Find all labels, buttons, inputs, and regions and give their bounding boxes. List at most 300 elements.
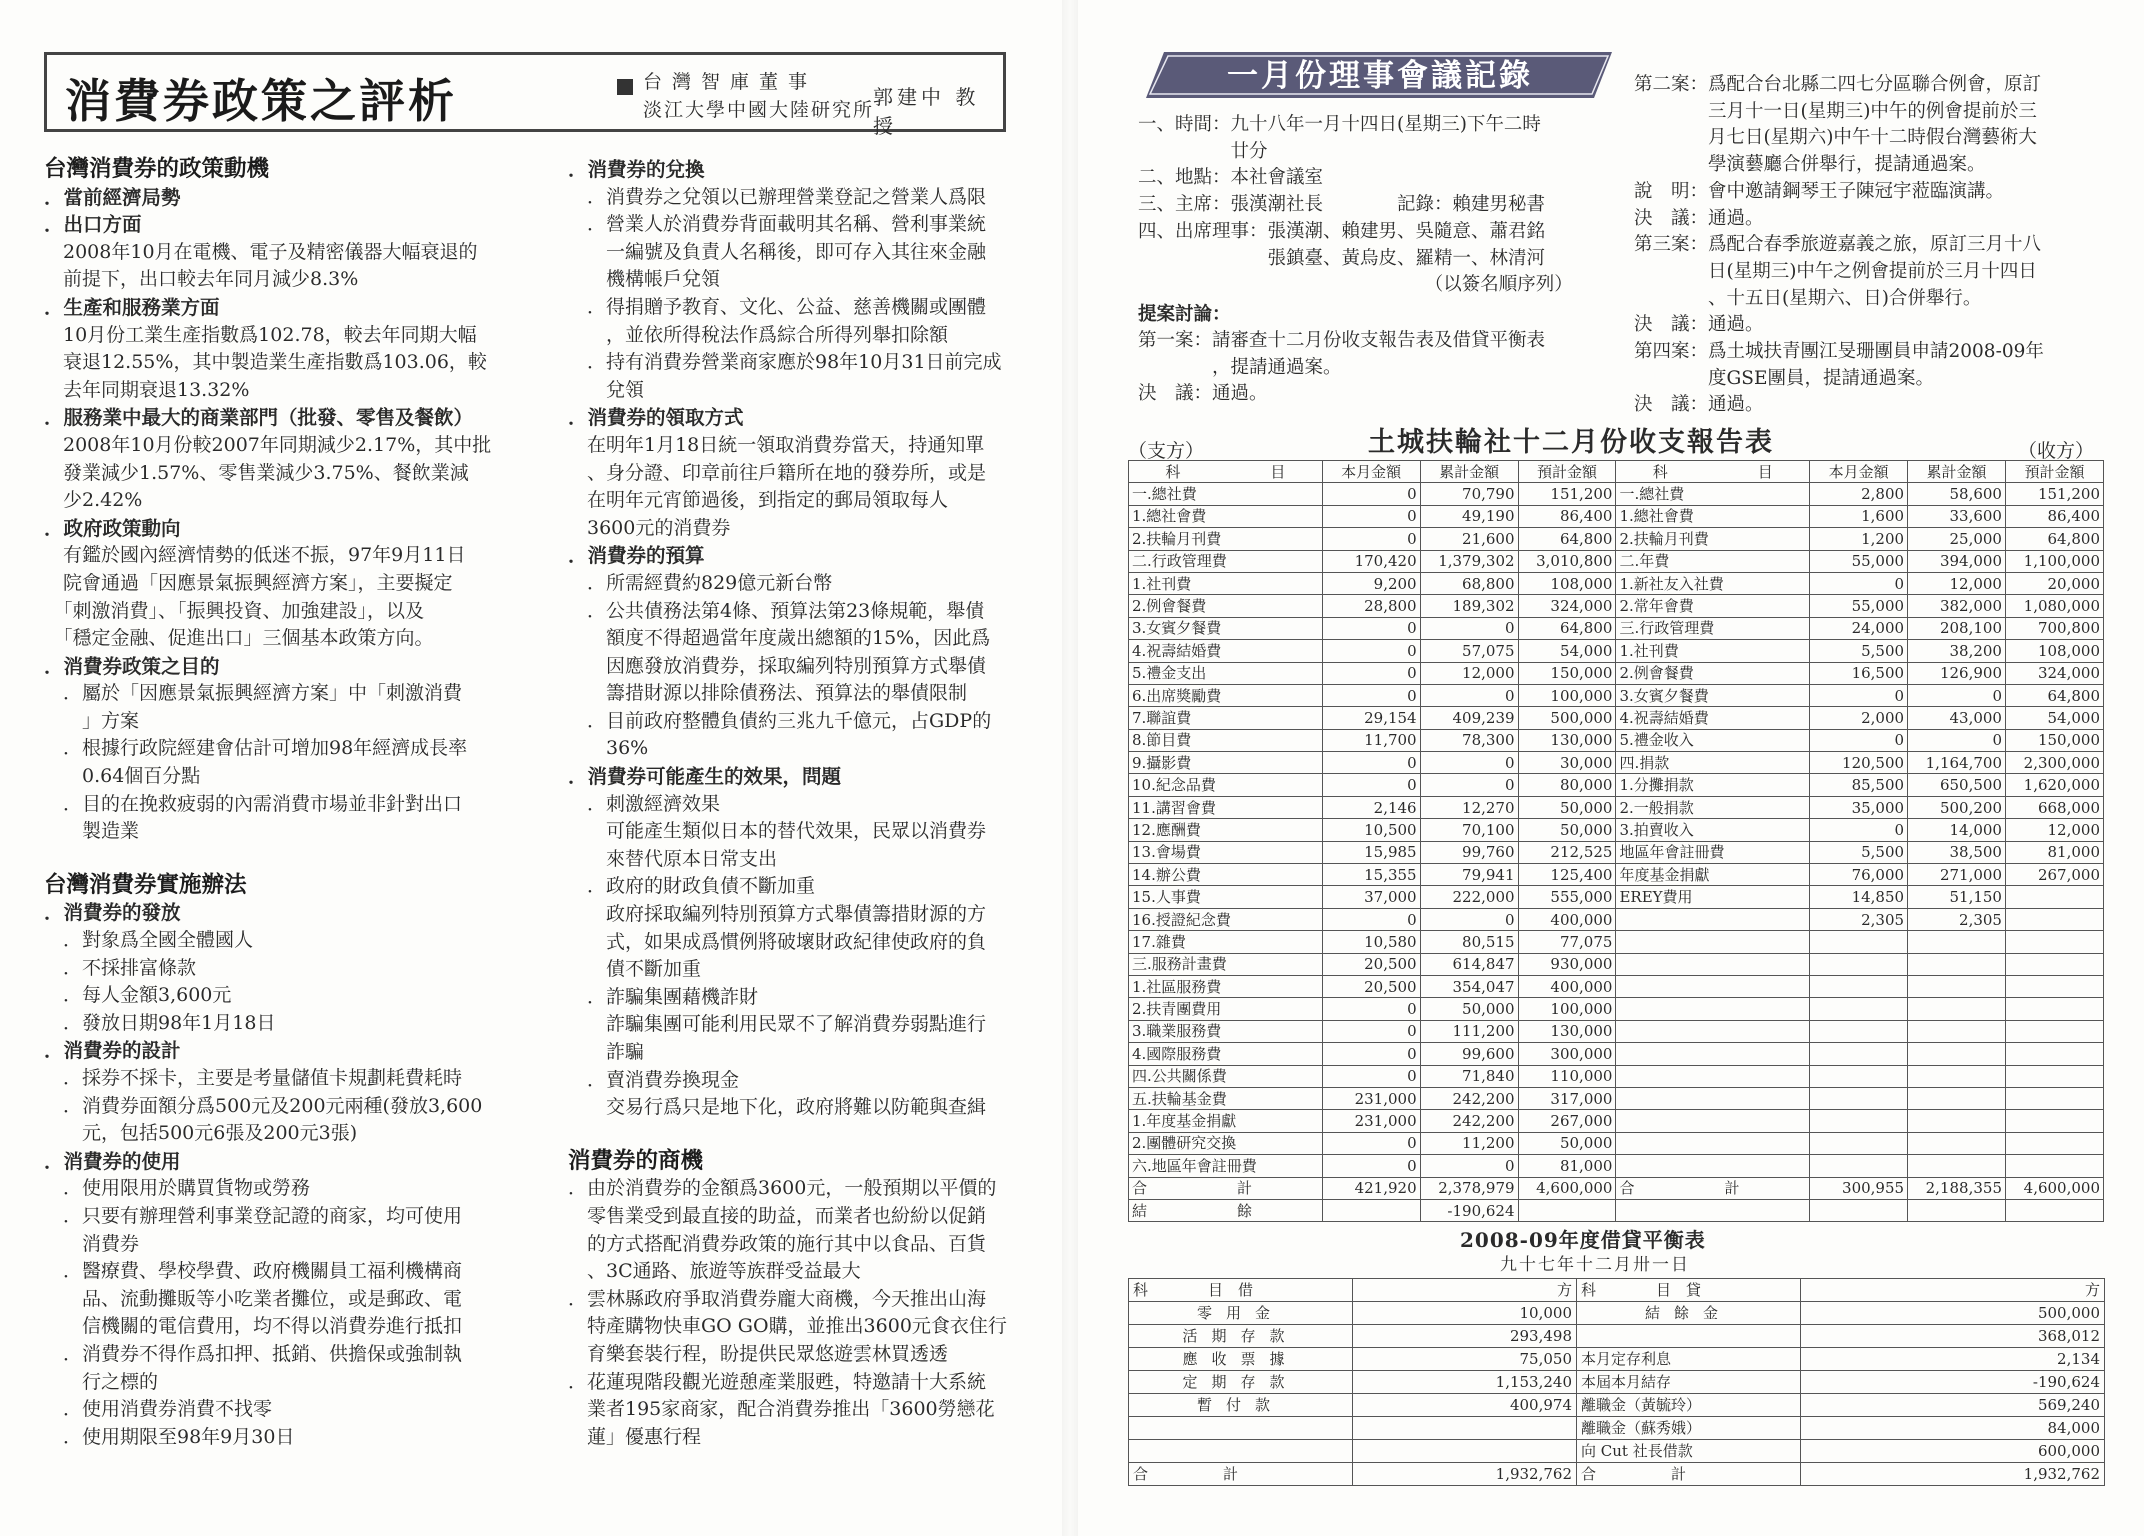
column-header: 預計金額: [1518, 461, 1616, 483]
table-cell: 614,847: [1420, 953, 1518, 975]
text-line: ．得捐贈予教育、文化、公益、慈善機關或團體: [568, 295, 987, 318]
table-cell: 51,150: [1908, 886, 2006, 908]
table-cell: 5.禮金支出: [1129, 662, 1323, 684]
table-cell: 555,000: [1518, 886, 1616, 908]
text-line: 零售業受到最直接的助益，而業者也紛紛以促銷: [568, 1204, 987, 1227]
text-line: ．雲林縣政府爭取消費券龐大商機，今天推出山海: [568, 1287, 987, 1310]
author-title-line1: 台灣智庫董事: [643, 71, 818, 93]
table-cell: 4.祝壽結婚費: [1129, 640, 1323, 662]
table-cell: 16,500: [1810, 662, 1908, 684]
column-header: 累計金額: [1420, 461, 1518, 483]
text-line: ．採券不採卡，主要是考量儲值卡規劃耗費耗時: [44, 1067, 463, 1089]
table-cell: [1616, 908, 1810, 930]
table-cell: 10,580: [1322, 931, 1420, 953]
table-cell: 421,920: [1322, 1177, 1420, 1199]
table-cell: [1616, 953, 1810, 975]
table-cell: 394,000: [1908, 550, 2006, 572]
table-cell: 300,955: [1810, 1177, 1908, 1199]
table-cell: 0: [1322, 752, 1420, 774]
table-cell: 五.扶輪基金費: [1129, 1087, 1323, 1109]
table-cell: 50,000: [1518, 819, 1616, 841]
subsection-heading: ．消費券的發放: [44, 901, 181, 925]
minutes-line: 月七日(星期六)中午十二時假台灣藝術大: [1634, 127, 2037, 149]
table-cell: 569,240: [1801, 1394, 2105, 1417]
table-cell: 400,974: [1353, 1394, 1577, 1417]
table-cell: EREY費用: [1616, 886, 1810, 908]
income-expense-table: [1128, 460, 2104, 1222]
table-cell: 64,800: [2005, 684, 2103, 706]
table-cell: 271,000: [1908, 864, 2006, 886]
table-cell: [1908, 1087, 2006, 1109]
table-cell: 三.行政管理費: [1616, 617, 1810, 639]
text-line: ．政府的財政負債不斷加重: [568, 875, 816, 898]
table-row: [1129, 1325, 2105, 1348]
table-cell: 地區年會註冊費: [1616, 841, 1810, 863]
table-cell: 1.新社友入社費: [1616, 572, 1810, 594]
text-line: 交易行爲只是地下化，政府將難以防範與查緝: [568, 1096, 987, 1119]
table-cell: 99,760: [1420, 841, 1518, 863]
minutes-line: 學演藝廳合併舉行，提請通過案。: [1634, 154, 1986, 176]
text-line: 籌措財源以排除債務法、預算法的舉債限制: [568, 682, 968, 705]
table-cell: 8.節目費: [1129, 729, 1323, 751]
page-fold: [1062, 0, 1078, 1536]
text-line: ．對象爲全國全體國人: [44, 929, 254, 952]
minutes-line: 一、時間：九十八年一月十四日(星期三)下午二時: [1138, 114, 1541, 135]
section-gap: [568, 1122, 1048, 1148]
table-row: [1129, 975, 2104, 997]
text-line: 少2.42%: [44, 489, 143, 512]
text-line: ．使用限用於購買貨物或勞務: [44, 1177, 311, 1200]
table-cell: [1908, 1155, 2006, 1177]
text-line: ．只要有辦理營利事業登記證的商家，均可使用: [44, 1204, 463, 1227]
table-cell: 2.扶青團費用: [1129, 998, 1323, 1020]
table-row: [1129, 662, 2104, 684]
text-line: 因應發放消費券，採取編列特別預算方式舉債: [568, 654, 987, 677]
table-cell: 9.攝影費: [1129, 752, 1323, 774]
section-heading: 台灣消費券實施辦法: [44, 871, 247, 898]
table-cell: 6.出席獎勵費: [1129, 684, 1323, 706]
table-row: [1129, 841, 2104, 863]
table-cell: [1810, 1132, 1908, 1154]
table-cell: 71,840: [1420, 1065, 1518, 1087]
table-row: [1129, 684, 2104, 706]
table-cell: 3.職業服務費: [1129, 1020, 1323, 1042]
table-cell: 500,000: [1801, 1302, 2105, 1325]
table-cell: 2,000: [1810, 707, 1908, 729]
subsection-heading: ．消費券的領取方式: [568, 406, 744, 430]
text-line: ．刺激經濟效果: [568, 792, 721, 815]
table-cell: 170,420: [1322, 550, 1420, 572]
table-cell: -190,624: [1801, 1371, 2105, 1394]
table-cell: 70,100: [1420, 819, 1518, 841]
table-cell: 120,500: [1810, 752, 1908, 774]
table-cell: 4.國際服務費: [1129, 1043, 1323, 1065]
table-cell: [1129, 1417, 1353, 1440]
table-cell: 結餘金: [1577, 1302, 1801, 1325]
table-cell: 17.雜費: [1129, 931, 1323, 953]
text-line: 前提下，出口較去年同月減少8.3%: [44, 268, 359, 291]
table-cell: [2005, 998, 2103, 1020]
table-cell: 三.服務計畫費: [1129, 953, 1323, 975]
table-cell: 合 計: [1616, 1177, 1810, 1199]
table-cell: 317,000: [1518, 1087, 1616, 1109]
table-cell: 0: [1420, 774, 1518, 796]
minutes-line: 日(星期三)中午之例會提前於三月十四日: [1634, 260, 2037, 282]
table-cell: [1129, 1440, 1353, 1463]
minutes-line: 決 議：通過。: [1634, 394, 1764, 416]
table-cell: 12,000: [2005, 819, 2103, 841]
table-cell: 50,000: [1420, 998, 1518, 1020]
table-cell: 0: [1322, 617, 1420, 639]
table-cell: [1616, 1065, 1810, 1087]
table-cell: 110,000: [1518, 1065, 1616, 1087]
table-cell: 30,000: [1518, 752, 1616, 774]
balance-title: 2008-09年度借貸平衡表: [1460, 1228, 1706, 1252]
table-cell: 3.女賓夕餐費: [1129, 617, 1323, 639]
table-cell: [2005, 1043, 2103, 1065]
table-cell: 1,080,000: [2005, 595, 2103, 617]
table-cell: 24,000: [1810, 617, 1908, 639]
table-cell: 15,985: [1322, 841, 1420, 863]
table-cell: 合 計: [1129, 1463, 1353, 1486]
table-cell: 一.總社費: [1129, 483, 1323, 505]
table-cell: [1908, 1020, 2006, 1042]
table-cell: 212,525: [1518, 841, 1616, 863]
table-cell: 50,000: [1518, 1132, 1616, 1154]
table-cell: 1.社刊費: [1129, 572, 1323, 594]
balance-date: 九十七年十二月卅一日: [1500, 1255, 1690, 1275]
table-cell: 本月定存利息: [1577, 1348, 1801, 1371]
table-cell: 1,932,762: [1353, 1463, 1577, 1486]
table-cell: 結 餘: [1129, 1199, 1323, 1221]
table-cell: [1616, 975, 1810, 997]
table-cell: [2005, 886, 2103, 908]
table-cell: [1810, 1020, 1908, 1042]
table-cell: 81,000: [1518, 1155, 1616, 1177]
table-cell: [1810, 1110, 1908, 1132]
table-cell: 126,900: [1908, 662, 2006, 684]
column-header: 方: [1801, 1279, 2105, 1302]
text-line: 蓮」優惠行程: [568, 1425, 702, 1448]
table-cell: [1616, 1155, 1810, 1177]
text-line: 元，包括500元6張及200元3張): [44, 1122, 358, 1145]
minutes-line: 度GSE團員，提請通過案。: [1634, 367, 1934, 389]
table-cell: 409,239: [1420, 707, 1518, 729]
table-cell: 150,000: [2005, 729, 2103, 751]
text-line: 「穩定金融、促進出口」三個基本政策方向。: [44, 627, 434, 650]
subsection-heading: ．當前經濟局勢: [44, 185, 181, 209]
table-cell: 111,200: [1420, 1020, 1518, 1042]
table-cell: 354,047: [1420, 975, 1518, 997]
table-cell: 3.女賓夕餐費: [1616, 684, 1810, 706]
table-cell: 500,000: [1518, 707, 1616, 729]
minutes-line: 第二案：爲配合台北縣二四七分區聯合例會，原訂: [1634, 74, 2042, 95]
table-cell: 四.公共關係費: [1129, 1065, 1323, 1087]
table-cell: 0: [1908, 684, 2006, 706]
text-line: 機構帳戶兌領: [568, 268, 721, 291]
table-cell: 0: [1420, 908, 1518, 930]
text-line: 在明年元宵節過後，到指定的郵局領取每人: [568, 489, 949, 512]
table-cell: [2005, 1155, 2103, 1177]
table-cell: 2.扶輪月刊費: [1616, 528, 1810, 550]
article-title: 消費券政策之評析: [65, 74, 457, 128]
table-cell: 0: [1322, 483, 1420, 505]
table-cell: 0: [1322, 1132, 1420, 1154]
table-cell: 12.應酬費: [1129, 819, 1323, 841]
text-line: 兌領: [568, 378, 645, 401]
table-cell: 38,500: [1908, 841, 2006, 863]
text-line: 來替代原本日常支出: [568, 847, 778, 870]
table-cell: 64,800: [1518, 617, 1616, 639]
table-row: [1129, 1371, 2105, 1394]
table-header-row: [1129, 461, 2104, 483]
table-cell: 13.會場費: [1129, 841, 1323, 863]
income-side-label: （收方）: [2018, 440, 2095, 462]
table-cell: 2.一般捐款: [1616, 796, 1810, 818]
table-cell: 151,200: [2005, 483, 2103, 505]
table-row: [1129, 908, 2104, 930]
report-title: 土城扶輪社十二月份收支報告表: [1368, 427, 1774, 458]
article-column-1: [44, 156, 524, 1451]
table-cell: 0: [1322, 528, 1420, 550]
text-line: 行之標的: [44, 1370, 159, 1393]
table-row: [1129, 1043, 2104, 1065]
text-line: 發業減少1.57%、零售業減少3.75%、餐飲業減: [44, 461, 469, 484]
table-cell: [2005, 908, 2103, 930]
text-line: ．醫療費、學校學費、政府機關員工福利機構商: [44, 1260, 463, 1283]
table-cell: [2005, 975, 2103, 997]
minutes-line: 第三案：爲配合春季旅遊嘉義之旅，原訂三月十八: [1634, 234, 2042, 256]
table-cell: 1.社刊費: [1616, 640, 1810, 662]
text-line: ．目前政府整體負債約三兆九千億元，占GDP的: [568, 709, 992, 732]
minutes-line: （以簽名順序列）: [1138, 274, 1573, 296]
table-cell: 0: [1420, 684, 1518, 706]
subsection-heading: ．消費券政策之目的: [44, 654, 220, 678]
table-cell: 2,800: [1810, 483, 1908, 505]
table-row: [1129, 1417, 2105, 1440]
table-row: [1129, 1132, 2104, 1154]
table-cell: [1810, 1087, 1908, 1109]
table-cell: 0: [1908, 729, 2006, 751]
table-cell: 5,500: [1810, 640, 1908, 662]
text-line: ．消費券面額分爲500元及200元兩種(發放3,600: [44, 1094, 483, 1117]
table-cell: 9,200: [1322, 572, 1420, 594]
text-line: 在明年1月18日統一領取消費券當天，持通知單: [568, 433, 985, 456]
table-cell: [1810, 1043, 1908, 1065]
minutes-proposals: [1634, 72, 2044, 419]
table-row: [1129, 1020, 2104, 1042]
table-cell: 231,000: [1322, 1110, 1420, 1132]
table-cell: 1,164,700: [1908, 752, 2006, 774]
text-line: ．公共債務法第4條、預算法第23條規範，舉債: [568, 599, 985, 622]
text-line: 2008年10月份較2007年同期減少2.17%，其中批: [44, 433, 492, 456]
table-cell: 2.團體研究交換: [1129, 1132, 1323, 1154]
text-line: ．使用消費券消費不找零: [44, 1398, 273, 1421]
text-line: 製造業: [44, 820, 140, 843]
column-header: 科 目: [1616, 461, 1810, 483]
table-row: [1129, 953, 2104, 975]
table-row: [1129, 1348, 2105, 1371]
table-cell: [1353, 1417, 1577, 1440]
balance-sheet-table: [1128, 1278, 2105, 1486]
table-cell: 20,500: [1322, 975, 1420, 997]
table-cell: 1,200: [1810, 528, 1908, 550]
table-cell: 0: [1322, 774, 1420, 796]
table-cell: 2,305: [1908, 908, 2006, 930]
table-cell: 1.總社會費: [1129, 505, 1323, 527]
table-cell: 12,000: [1420, 662, 1518, 684]
text-line: ．根據行政院經建會估計可增加98年經濟成長率: [44, 737, 468, 760]
table-cell: 2,378,979: [1420, 1177, 1518, 1199]
table-cell: 4,600,000: [1518, 1177, 1616, 1199]
table-row: [1129, 1065, 2104, 1087]
table-cell: 21,600: [1420, 528, 1518, 550]
table-cell: [1810, 975, 1908, 997]
table-cell: 14.辦公費: [1129, 864, 1323, 886]
table-cell: 37,000: [1322, 886, 1420, 908]
author-title-line2: 淡江大學中國大陸研究所: [643, 99, 875, 121]
table-row: [1129, 1087, 2104, 1109]
table-cell: 0: [1322, 998, 1420, 1020]
table-row: [1129, 572, 2104, 594]
table-cell: 400,000: [1518, 908, 1616, 930]
table-cell: 0: [1420, 617, 1518, 639]
text-line: 有鑑於國內經濟情勢的低迷不振，97年9月11日: [44, 544, 466, 567]
table-cell: [1616, 931, 1810, 953]
table-cell: 1.分攤捐款: [1616, 774, 1810, 796]
text-line: ．營業人於消費券背面載明其名稱、營利事業統: [568, 213, 987, 236]
table-cell: -190,624: [1420, 1199, 1518, 1221]
minutes-line: 廿分: [1138, 140, 1268, 162]
table-cell: 零用金: [1129, 1302, 1353, 1325]
table-cell: [1810, 1199, 1908, 1221]
minutes-line: 三月十一日(星期三)中午的例會提前於三: [1634, 100, 2037, 122]
text-line: 0.64個百分點: [44, 765, 201, 788]
table-cell: [1810, 931, 1908, 953]
table-cell: 2,188,355: [1908, 1177, 2006, 1199]
table-cell: 0: [1420, 752, 1518, 774]
minutes-line: ，提請通過案。: [1138, 356, 1342, 378]
table-row: [1129, 796, 2104, 818]
minutes-line: 決 議：通過。: [1634, 207, 1764, 229]
table-cell: 合 計: [1577, 1463, 1801, 1486]
table-cell: [1908, 1199, 2006, 1221]
text-line: 債不斷加重: [568, 958, 702, 981]
table-cell: 77,075: [1518, 931, 1616, 953]
text-line: 一編號及負責人名稱後，即可存入其往來金融: [568, 240, 987, 263]
table-cell: [2005, 931, 2103, 953]
text-line: ．詐騙集團藉機詐財: [568, 985, 759, 1008]
meeting-title-banner: [1146, 50, 1614, 100]
table-cell: 54,000: [1518, 640, 1616, 662]
table-row: [1129, 1302, 2105, 1325]
table-cell: [2005, 953, 2103, 975]
table-cell: 20,000: [2005, 572, 2103, 594]
expense-side-label: （支方）: [1128, 440, 1205, 462]
column-header: 預計金額: [2005, 461, 2103, 483]
table-cell: 400,000: [1518, 975, 1616, 997]
minutes-line: 決 議：通過。: [1138, 383, 1268, 405]
table-row: [1129, 1177, 2104, 1199]
table-row: [1129, 595, 2104, 617]
text-line: ．花蓮現階段觀光遊憩產業服甦，特邀請十大系統: [568, 1370, 987, 1393]
table-cell: 0: [1810, 684, 1908, 706]
right-page: [1088, 0, 2144, 1536]
table-row: [1129, 1155, 2104, 1177]
table-cell: 向 Cut 社長借款: [1577, 1440, 1801, 1463]
text-line: 信機關的電信費用，均不得以消費券進行抵扣: [44, 1315, 463, 1338]
table-cell: [1908, 975, 2006, 997]
column-header: 累計金額: [1908, 461, 2006, 483]
table-cell: 600,000: [1801, 1440, 2105, 1463]
table-cell: 64,800: [2005, 528, 2103, 550]
table-cell: 99,600: [1420, 1043, 1518, 1065]
table-cell: 2.常年會費: [1616, 595, 1810, 617]
text-line: ．消費券不得作爲扣押、抵銷、供擔保或強制執: [44, 1342, 463, 1365]
text-line: ．使用期限至98年9月30日: [44, 1425, 295, 1448]
minutes-line: 說 明：會中邀請鋼琴王子陳冠宇蒞臨演講。: [1634, 180, 2005, 202]
table-cell: 78,300: [1420, 729, 1518, 751]
table-cell: 16.授證紀念費: [1129, 908, 1323, 930]
table-row: [1129, 707, 2104, 729]
table-cell: 150,000: [1518, 662, 1616, 684]
table-cell: [1908, 931, 2006, 953]
table-row: [1129, 1463, 2105, 1486]
text-line: 特產購物快車GO GO購，並推出3600元食衣住行: [568, 1315, 1007, 1338]
table-row: [1129, 483, 2104, 505]
section-heading: 消費券的商機: [568, 1147, 704, 1174]
table-cell: 700,800: [2005, 617, 2103, 639]
table-cell: 0: [1322, 662, 1420, 684]
text-line: 詐騙集團可能利用民眾不了解消費券弱點進行: [568, 1013, 987, 1036]
table-cell: 4.祝壽結婚費: [1616, 707, 1810, 729]
subsection-heading: ．消費券的使用: [44, 1149, 181, 1173]
text-line: 」方案: [44, 709, 140, 732]
table-row: [1129, 1199, 2104, 1221]
text-line: ．每人金額3,600元: [44, 984, 232, 1007]
table-cell: 0: [1322, 1065, 1420, 1087]
table-cell: 28,800: [1322, 595, 1420, 617]
table-cell: 1,379,302: [1420, 550, 1518, 572]
meeting-title: 一月份理事會議記錄: [1227, 58, 1533, 94]
table-cell: 324,000: [1518, 595, 1616, 617]
table-cell: 2,146: [1322, 796, 1420, 818]
table-cell: 0: [1810, 819, 1908, 841]
table-cell: [2005, 1199, 2103, 1221]
table-cell: [1908, 1065, 2006, 1087]
minutes-line: 決 議：通過。: [1634, 314, 1764, 336]
table-cell: 一.總社費: [1616, 483, 1810, 505]
table-cell: [1616, 1132, 1810, 1154]
subsection-heading: ．服務業中最大的商業部門（批發、零售及餐飲）: [44, 406, 474, 430]
table-cell: 應收票據: [1129, 1348, 1353, 1371]
table-cell: 50,000: [1518, 796, 1616, 818]
table-cell: 68,800: [1420, 572, 1518, 594]
text-line: 去年同期衰退13.32%: [44, 378, 250, 401]
table-cell: [1322, 1199, 1420, 1221]
table-cell: 189,302: [1420, 595, 1518, 617]
table-cell: 75,050: [1353, 1348, 1577, 1371]
table-cell: 100,000: [1518, 998, 1616, 1020]
text-line: 品、流動攤販等小吃業者攤位，或是郵政、電: [44, 1287, 463, 1310]
text-line: ．目的在挽救疲弱的內需消費市場並非針對出口: [44, 792, 463, 815]
table-cell: 1.社區服務費: [1129, 975, 1323, 997]
table-cell: 1,100,000: [2005, 550, 2103, 572]
table-cell: 10,500: [1322, 819, 1420, 841]
table-row: [1129, 617, 2104, 639]
table-cell: 368,012: [1801, 1325, 2105, 1348]
table-cell: [1616, 1110, 1810, 1132]
